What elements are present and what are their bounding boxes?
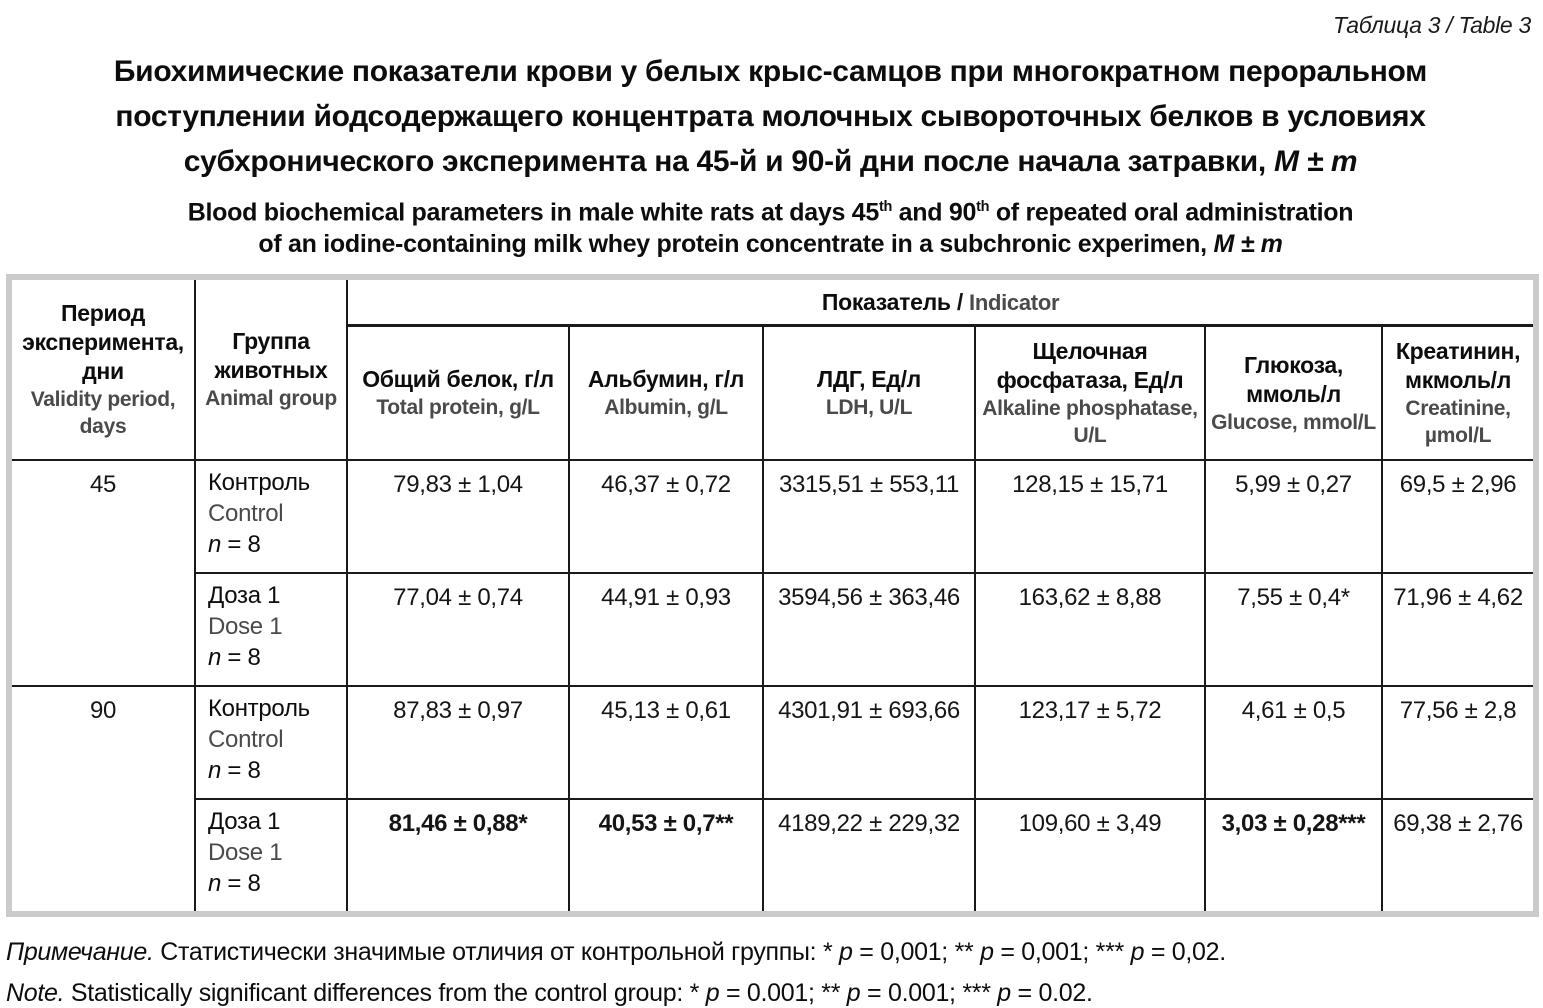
value-cell: 46,37 ± 0,72 [569, 460, 763, 573]
value-cell: 109,60 ± 3,49 [975, 799, 1205, 914]
header-indicator [347, 277, 1536, 326]
header-col-ru: Щелочная фосфатаза, Ед/л [996, 338, 1184, 394]
footnotes [6, 937, 1539, 1008]
group-en: Dose 1 [208, 839, 283, 867]
footnote-english: Note. Statistically significant differences from the control group: * p = 0.001; ** p = 0.001; *** p = 0.02. [6, 979, 1093, 1008]
group-en: Control [208, 726, 284, 754]
period-cell: 45 [9, 460, 195, 686]
value-cell: 77,04 ± 0,74 [347, 573, 569, 686]
value-cell: 4,61 ± 0,5 [1205, 686, 1382, 799]
header-col-ru: Альбумин, г/л [587, 366, 745, 393]
header-group [195, 277, 347, 460]
header-col-ldh [763, 326, 975, 461]
group-ru: Контроль [208, 469, 310, 497]
header-col-albumin [569, 326, 763, 461]
header-period-en: Validity period, days [30, 388, 176, 439]
header-col-ru: ЛДГ, Ед/л [817, 366, 921, 393]
header-indicator-en: Indicator [969, 289, 1060, 315]
value-cell: 69,5 ± 2,96 [1382, 460, 1536, 573]
header-col-creatinine [1382, 326, 1536, 461]
table-row [9, 573, 1536, 686]
value-cell: 69,38 ± 2,76 [1382, 799, 1536, 914]
header-col-ru: Глюкоза, ммоль/л [1243, 351, 1343, 407]
group-ru: Контроль [208, 695, 310, 723]
value-cell-significant: 3,03 ± 0,28*** [1205, 799, 1382, 914]
title-russian: Биохимические показатели крови у белых крыс-самцов при многократном пероральном поступлении йодсодержащего концентрата молочных сывороточных белков в условиях субхронического эксперимента на 45-й и 90-й дни после начала затравки, M ± m [113, 55, 1428, 178]
header-col-en: LDH, U/L [825, 396, 913, 420]
value-cell: 4301,91 ± 693,66 [763, 686, 975, 799]
value-cell: 4189,22 ± 229,32 [763, 799, 975, 914]
footnote-russian: Примечание. Статистически значимые отличия от контрольной группы: * p = 0,001; ** p = 0,001; *** p = 0,02. [6, 938, 1226, 967]
group-cell [195, 686, 347, 799]
header-col-total-protein [347, 326, 569, 461]
value-cell: 44,91 ± 0,93 [569, 573, 763, 686]
header-col-alkaline-phosphatase [975, 326, 1205, 461]
header-col-en: Total protein, g/L [376, 396, 540, 420]
value-cell: 7,55 ± 0,4* [1205, 573, 1382, 686]
group-cell [195, 799, 347, 914]
header-row-top [9, 277, 1536, 326]
header-indicator-ru: Показатель [821, 288, 951, 315]
value-cell: 87,83 ± 0,97 [347, 686, 569, 799]
header-col-en: Albumin, g/L [604, 396, 728, 420]
group-en: Dose 1 [208, 613, 283, 641]
header-group-ru: Группа животных [214, 328, 328, 384]
value-cell: 79,83 ± 1,04 [347, 460, 569, 573]
table-row [9, 460, 1536, 573]
value-cell: 5,99 ± 0,27 [1205, 460, 1382, 573]
value-cell: 3594,56 ± 363,46 [763, 573, 975, 686]
table-row [9, 799, 1536, 914]
header-period [9, 277, 195, 460]
group-cell [195, 573, 347, 686]
value-cell-significant: 40,53 ± 0,7** [569, 799, 763, 914]
value-cell: 71,96 ± 4,62 [1382, 573, 1536, 686]
header-indicator-separator: / [950, 288, 970, 315]
period-cell: 90 [9, 686, 195, 914]
sample-size: n = 8 [208, 757, 261, 785]
biochemical-parameters-table [6, 274, 1539, 917]
sample-size: n = 8 [208, 531, 261, 559]
value-cell: 45,13 ± 0,61 [569, 686, 763, 799]
header-col-ru: Креатинин, мкмоль/л [1395, 338, 1521, 394]
value-cell: 128,15 ± 15,71 [975, 460, 1205, 573]
value-cell: 3315,51 ± 553,11 [763, 460, 975, 573]
header-period-ru: Период эксперимента, дни [22, 300, 184, 385]
group-ru: Доза 1 [208, 808, 281, 836]
value-cell: 123,17 ± 5,72 [975, 686, 1205, 799]
group-en: Control [208, 500, 284, 528]
header-col-ru: Общий белок, г/л [362, 366, 554, 393]
title-english: Blood biochemical parameters in male white rats at days 45th and 90th of repeated oral administration of an iodine-containing milk whey protein concentrate in a subchronic experimen, M ± m [187, 198, 1354, 259]
sample-size: n = 8 [208, 644, 261, 672]
header-col-glucose [1205, 326, 1382, 461]
group-cell [195, 460, 347, 573]
sample-size: n = 8 [208, 870, 261, 898]
table-reference: Таблица 3 / Table 3 [1333, 12, 1531, 38]
header-col-en: Glucose, mmol/L [1211, 410, 1376, 434]
header-col-en: Creatinine, µmol/L [1405, 397, 1511, 448]
group-ru: Доза 1 [208, 582, 281, 610]
value-cell: 163,62 ± 8,88 [975, 573, 1205, 686]
value-cell-significant: 81,46 ± 0,88* [347, 799, 569, 914]
header-col-en: Alkaline phosphatase, U/L [982, 397, 1198, 448]
value-cell: 77,56 ± 2,8 [1382, 686, 1536, 799]
table-row [9, 686, 1536, 799]
header-group-en: Animal group [205, 387, 337, 411]
